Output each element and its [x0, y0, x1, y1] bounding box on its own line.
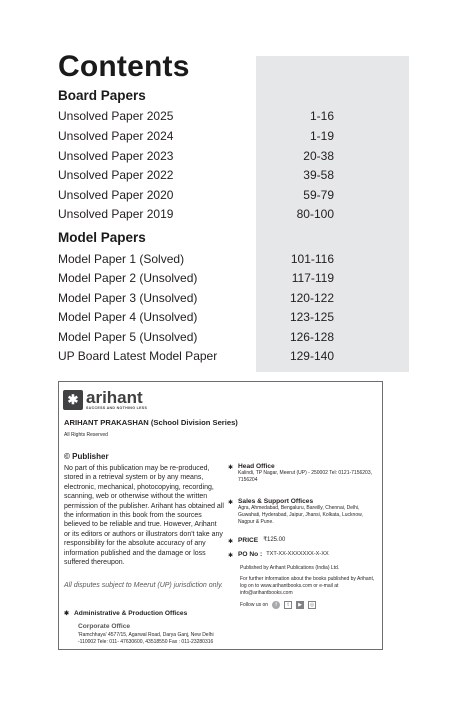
toc-entry[interactable] [58, 168, 334, 182]
twitter-icon[interactable]: t [284, 601, 292, 609]
head-office-heading: Head Office [238, 463, 275, 470]
toc-entry[interactable] [58, 252, 334, 266]
rights-notice: All Rights Reserved [64, 432, 108, 438]
copyright-paragraph: No part of this publication may be re-produced, stored in a retrieval system or by any means, electronic, mechanical, photocopying, recording, scanning, web or otherwise without the written permission of the publisher. Arihant has obtained all the information in this book from the sources believed to be reliable and true. However, Arihant or its editors or authors or illustrators don't take any responsibility for the absolute accuracy of any information published and the damage or loss suffered thereupon. [64, 465, 224, 567]
follow-us-label: Follow us on [240, 602, 269, 608]
sales-office-block [228, 498, 378, 526]
toc-entry-label: Model Paper 3 (Unsolved) [58, 291, 198, 305]
logo-wordmark: arihant [86, 388, 143, 407]
price-line [228, 537, 285, 545]
publisher-name: ARIHANT PRAKASHAN (School Division Series) [64, 418, 238, 427]
toc-entry-pages: 120-122 [289, 291, 334, 305]
toc-entry-pages: 1-19 [309, 129, 334, 143]
toc-entry-label: Model Paper 5 (Unsolved) [58, 330, 198, 344]
toc-entry-label: Unsolved Paper 2020 [58, 188, 174, 202]
further-info: For further information about the books published by Arihant, log on to www.arihantbooks.com or e-mail at info@arihantbooks.com [240, 576, 375, 596]
head-office-block [228, 463, 378, 484]
published-by: Published by Arihant Publications (India) Ltd. [240, 565, 340, 571]
corporate-office-heading: Corporate Office [78, 623, 131, 630]
sales-office-cities: Agra, Ahmedabad, Bengaluru, Bareilly, Chennai, Delhi, Guwahati, Hyderabad, Jaipur, Jhansi, Kolkata, Lucknow, Nagpur & Pune. [238, 505, 363, 525]
price-value: ₹125.00 [263, 537, 286, 543]
toc-entry-pages: 129-140 [289, 349, 334, 363]
model-papers-heading: Model Papers [58, 230, 146, 245]
bullet-icon: ✱ [228, 465, 234, 471]
arihant-emblem-icon: ✱ [63, 390, 83, 410]
toc-entry-pages: 1-16 [309, 109, 334, 123]
price-label: PRICE [238, 537, 259, 544]
toc-entry-pages: 126-128 [289, 330, 334, 344]
bullet-icon: ✱ [228, 500, 234, 506]
facebook-icon[interactable]: f [272, 601, 280, 609]
toc-entry-pages: 123-125 [289, 310, 334, 324]
toc-entry[interactable] [58, 149, 334, 163]
toc-entry-label: Unsolved Paper 2024 [58, 129, 174, 143]
instagram-icon[interactable]: ◎ [309, 602, 315, 608]
admin-offices-heading [64, 610, 187, 617]
toc-entry-pages: 59-79 [303, 188, 334, 202]
toc-entry-pages: 20-38 [303, 149, 334, 163]
toc-entry-label: Unsolved Paper 2025 [58, 109, 174, 123]
follow-us-row [240, 601, 316, 609]
toc-entry-pages: 101-116 [290, 252, 334, 266]
toc-entry-label: Model Paper 2 (Unsolved) [58, 271, 198, 285]
toc-entry-label: Model Paper 1 (Solved) [58, 252, 185, 266]
toc-entry[interactable] [58, 188, 334, 202]
corporate-office-address: 'Ramchhaya' 4577/15, Agarwal Road, Darya Ganj, New Delhi -110002 Tele: 011- 47630600, 43518550 Fax : 011-23280316 [78, 632, 214, 645]
toc-entry[interactable] [58, 291, 334, 305]
toc-entry-label: Unsolved Paper 2022 [58, 168, 174, 182]
toc-entry[interactable] [58, 129, 334, 143]
publisher-heading: © Publisher [64, 452, 109, 461]
toc-entry-label: UP Board Latest Model Paper [58, 349, 218, 363]
toc-entry[interactable] [58, 310, 334, 324]
toc-entry-pages: 80-100 [296, 207, 334, 221]
logo-tagline: SUCCESS AND NOTHING LESS [86, 406, 148, 410]
toc-entry-label: Unsolved Paper 2019 [58, 207, 174, 221]
contents-title: Contents [58, 50, 190, 83]
po-label: PO No : [238, 551, 263, 558]
toc-entry[interactable] [58, 330, 334, 344]
bullet-icon: ✱ [228, 539, 234, 545]
bullet-icon: ✱ [228, 553, 234, 559]
po-value: TXT-XX-XXXXXXX-X-XX [266, 551, 329, 557]
toc-entry-label: Unsolved Paper 2023 [58, 149, 174, 163]
toc-entry[interactable] [58, 109, 334, 123]
bullet-icon: ✱ [64, 611, 70, 617]
toc-entry-pages: 39-58 [303, 168, 334, 182]
toc-entry[interactable] [58, 271, 334, 285]
admin-offices-label: Administrative & Production Offices [74, 610, 188, 617]
board-papers-heading: Board Papers [58, 88, 146, 103]
toc-entry-label: Model Paper 4 (Unsolved) [58, 310, 198, 324]
publisher-logo [63, 390, 147, 410]
toc-entry-pages: 117-119 [291, 271, 334, 285]
jurisdiction-notice: All disputes subject to Meerut (UP) jurisdiction only. [64, 582, 223, 589]
toc-entry[interactable] [58, 349, 334, 363]
youtube-icon[interactable]: ▶ [296, 601, 304, 609]
head-office-address: Kalindi, TP Nagar, Meerut (UP) - 250002 Tel: 0121-7156203, 7156204 [238, 470, 373, 483]
sales-office-heading: Sales & Support Offices [238, 498, 314, 505]
po-number-line [228, 551, 329, 559]
toc-entry[interactable] [58, 207, 334, 221]
